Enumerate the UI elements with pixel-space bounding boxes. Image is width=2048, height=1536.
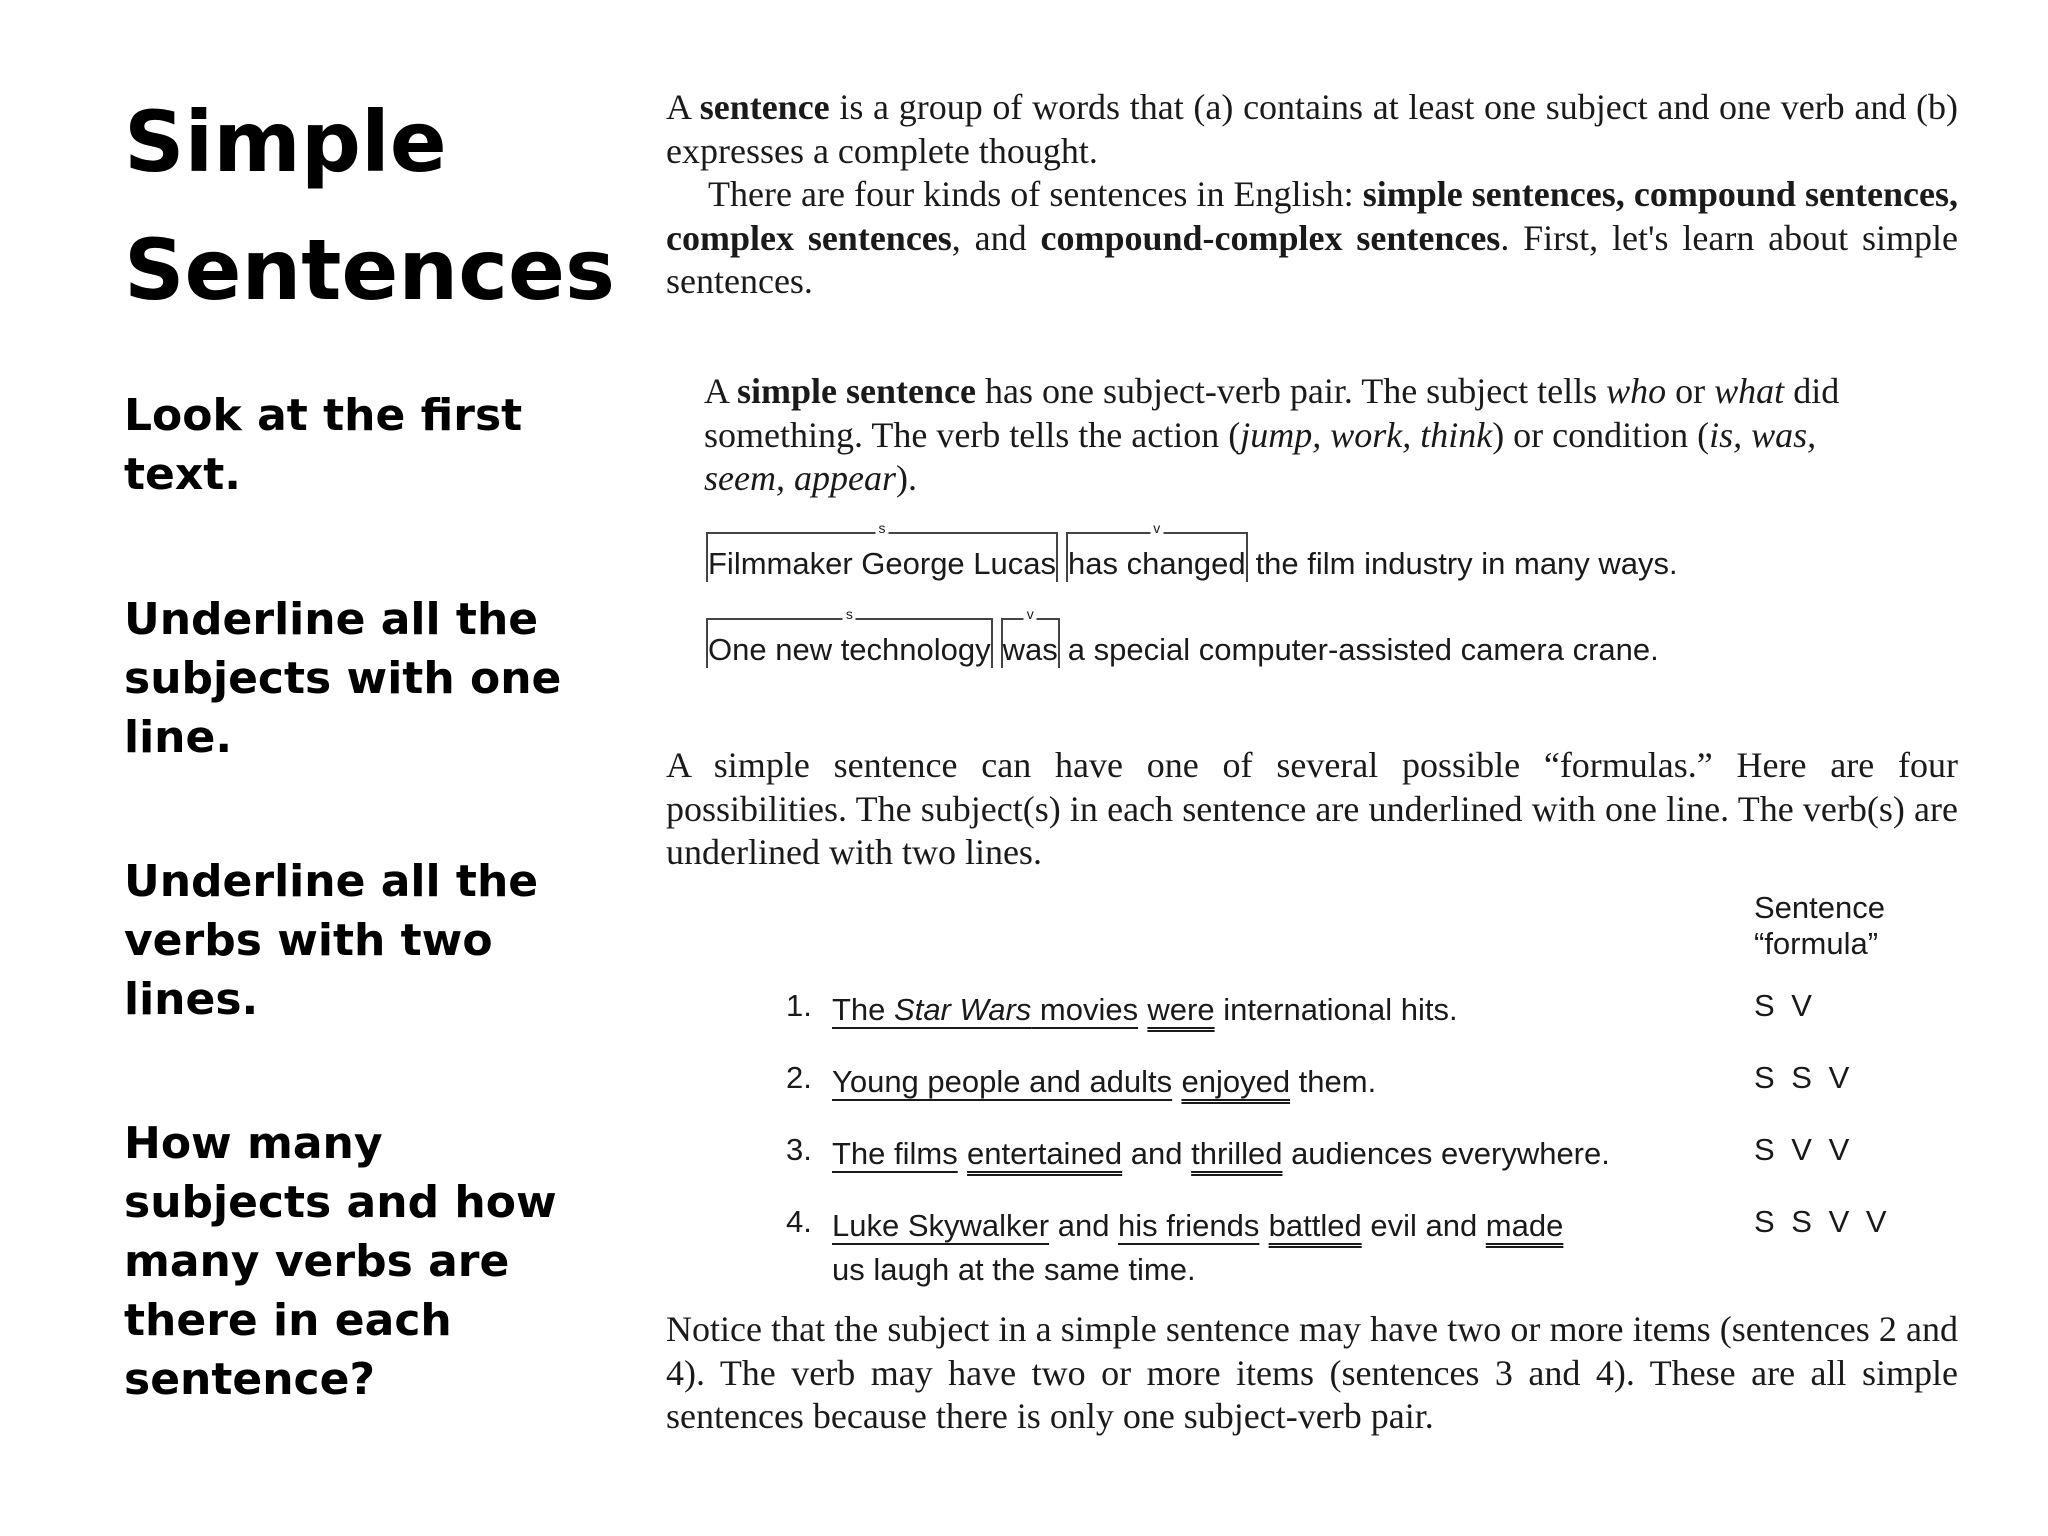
p1-text-a: A <box>666 87 700 127</box>
r1-subject-b: Star Wars <box>894 992 1032 1027</box>
p2-text-a: There are four kinds of sentences in English: <box>708 174 1363 214</box>
title-line-1: Simple <box>124 93 447 191</box>
notice-paragraph: Notice that the subject in a simple sentence may have two or more items (sentences 2 and 4). The verb may have two or more items (sentences 3 and 4). These are all simple sentences because there is only one subject-verb pair. <box>666 1309 1958 1436</box>
instruction-1: Look at the first text. <box>124 390 523 500</box>
simple-sentence-definition <box>704 370 1904 501</box>
p3-text-f: ). <box>895 458 917 498</box>
row-sentence <box>832 1132 1610 1176</box>
p3-text-or: or <box>1666 371 1715 411</box>
verb-underline: enjoyed <box>1181 1064 1291 1099</box>
p2-text-c: , and <box>951 217 1041 258</box>
verb-underline: thrilled <box>1191 1136 1283 1171</box>
formulas-paragraph: A simple sentence can have one of several possible “formulas.” Here are four possibilities. The subject(s) in each sentence are underlined with one line. The verb(s) are underlined with two lines. <box>666 745 1958 872</box>
verb-underline: made <box>1485 1208 1564 1243</box>
example1-verb: has changed <box>1068 546 1246 581</box>
verb-underline: entertained <box>967 1136 1123 1171</box>
example-sentence-1 <box>706 520 1678 582</box>
subject-underline: Young people and adults <box>832 1064 1173 1099</box>
r1-rest: international hits. <box>1214 992 1458 1027</box>
term-who: who <box>1606 371 1667 411</box>
row-formula: S V V <box>1754 1132 1854 1167</box>
formula-header-line2: “formula” <box>1754 926 1879 961</box>
p3-text-e: ) or condition ( <box>1492 414 1710 455</box>
example2-verb: was <box>1002 632 1058 667</box>
row-formula: S S V <box>1754 1060 1854 1095</box>
subject-bracket <box>706 520 1058 582</box>
verb-mark: v <box>1150 521 1163 535</box>
term-sentence: sentence <box>699 87 830 127</box>
verb-underline: battled <box>1268 1208 1362 1243</box>
r3-rest: audiences everywhere. <box>1282 1136 1610 1171</box>
row-sentence <box>832 1204 1563 1292</box>
r2-rest: them. <box>1290 1064 1377 1099</box>
row-sentence <box>832 988 1458 1032</box>
subject-bracket <box>706 606 993 668</box>
example1-rest: the film industry in many ways. <box>1255 546 1678 581</box>
p3-text-a: A <box>704 371 738 411</box>
r3-mid: and <box>1122 1136 1192 1171</box>
subject-underline: The films <box>832 1136 958 1171</box>
example-sentence-2 <box>706 606 1659 668</box>
formula-row-3 <box>786 1132 1966 1192</box>
instruction-2: Underline all the subjects with one line. <box>124 594 562 763</box>
definition-paragraph <box>666 86 1958 304</box>
term-actions: jump, work, think <box>1240 414 1493 455</box>
subject-mark: s <box>876 521 889 535</box>
textbook-excerpt <box>666 80 1966 1460</box>
formula-row-2 <box>786 1060 1966 1120</box>
r4-mid2: evil and <box>1361 1208 1486 1243</box>
instruction-4: How many subjects and how many verbs are there in each sentence? <box>124 1118 557 1405</box>
row-number: 1. <box>786 988 812 1023</box>
subject-underline: his friends <box>1118 1208 1260 1243</box>
formula-column-header <box>1754 890 1885 962</box>
row-number: 2. <box>786 1060 812 1095</box>
r1-subject-a: The <box>832 992 895 1027</box>
row-number: 4. <box>786 1204 812 1239</box>
subject-underline <box>832 992 1138 1027</box>
verb-bracket <box>1001 606 1060 668</box>
formula-header-line1: Sentence <box>1754 890 1885 925</box>
verb-bracket <box>1066 520 1248 582</box>
title-line-2: Sentences <box>124 221 615 319</box>
r4-mid1: and <box>1049 1208 1119 1243</box>
p3-text-c: has one subject-verb pair. The subject tells <box>975 371 1607 411</box>
example1-subject: Filmmaker George Lucas <box>708 546 1057 581</box>
verb-underline: were <box>1147 992 1215 1027</box>
r1-subject-c: movies <box>1031 992 1139 1027</box>
instruction-3: Underline all the verbs with two lines. <box>124 856 539 1025</box>
r4-rest: us laugh at the same time. <box>832 1252 1196 1287</box>
formula-row-4 <box>786 1204 1966 1294</box>
slide-title <box>124 78 615 334</box>
row-sentence <box>832 1060 1376 1104</box>
term-kinds: simple sentences, compound sentences, complex sentences <box>666 174 1958 258</box>
row-number: 3. <box>786 1132 812 1167</box>
p2-text-e: . First, let's learn about simple sentences. <box>666 217 1958 301</box>
row-formula: S S V V <box>1754 1204 1891 1239</box>
term-simple-sentence: simple sentence <box>737 371 976 411</box>
subject-mark: s <box>843 607 856 621</box>
subject-underline: Luke Skywalker <box>832 1208 1050 1243</box>
example2-rest: a special computer-assisted camera crane. <box>1067 632 1659 667</box>
p3-text-d: did something. The verb tells the action ( <box>704 371 1840 455</box>
formula-row-1 <box>786 988 1966 1048</box>
term-what: what <box>1714 371 1785 411</box>
term-conditions: is, was, seem, appear <box>704 414 1817 498</box>
p1-text-c: is a group of words that (a) contains at least one subject and one verb and (b) expresses a complete thought. <box>666 87 1958 171</box>
example2-subject: One new technology <box>708 632 991 667</box>
term-compound-complex: compound-complex sentences <box>1040 217 1501 258</box>
verb-mark: v <box>1024 607 1037 621</box>
row-formula: S V <box>1754 988 1816 1023</box>
